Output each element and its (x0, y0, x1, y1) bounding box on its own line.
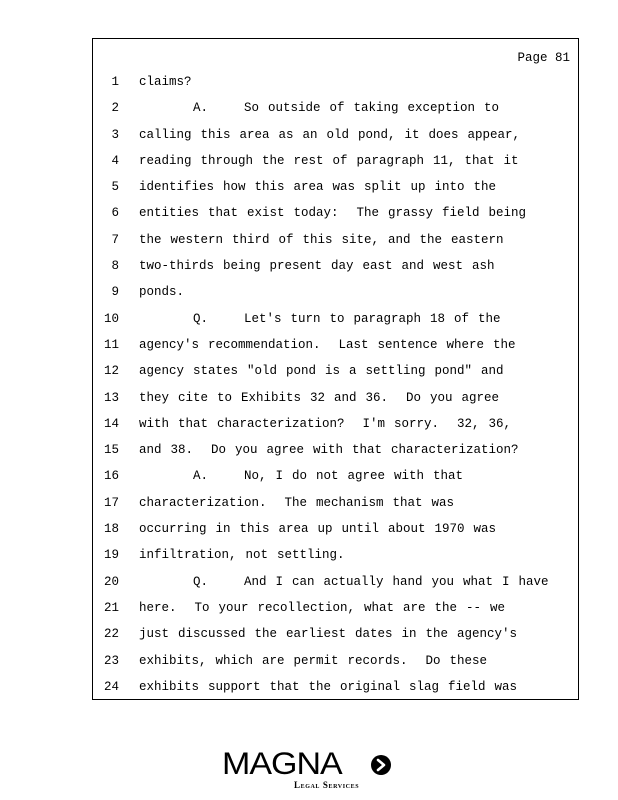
line-number: 8 (111, 259, 119, 274)
line-number: 12 (103, 364, 119, 379)
line-text: and 38. Do you agree with that characterization? (139, 443, 519, 458)
line-text: A. So outside of taking exception to (139, 101, 500, 116)
line-number: 6 (111, 206, 119, 221)
line-number: 18 (103, 522, 119, 537)
line-text: ponds. (139, 285, 185, 300)
line-text: Q. And I can actually hand you what I have (139, 574, 549, 589)
line-text: reading through the rest of paragraph 11, that it (139, 153, 519, 168)
line-number: 14 (103, 416, 119, 431)
transcript-line (93, 388, 578, 414)
line-text: agency's recommendation. Last sentence where the (139, 337, 516, 352)
transcript-line (93, 572, 578, 598)
line-text: infiltration, not settling. (139, 548, 345, 563)
transcript-line (93, 230, 578, 256)
line-text: with that characterization? I'm sorry. 32, 36, (139, 416, 512, 431)
transcript-line (93, 335, 578, 361)
transcript-line (93, 677, 578, 703)
transcript-line (93, 545, 578, 571)
line-number: 10 (103, 311, 119, 326)
transcript-line (93, 177, 578, 203)
transcript-line (93, 309, 578, 335)
line-text: just discussed the earliest dates in the agency's (139, 627, 518, 642)
transcript-line (93, 72, 578, 98)
transcript-lines (93, 72, 578, 703)
line-number: 16 (103, 469, 119, 484)
transcript-line (93, 466, 578, 492)
transcript-line (93, 624, 578, 650)
transcript-line (93, 440, 578, 466)
transcript-line (93, 203, 578, 229)
line-number: 4 (111, 153, 119, 168)
transcript-line (93, 151, 578, 177)
line-number: 22 (103, 627, 119, 642)
line-number: 24 (103, 679, 119, 694)
line-text: Q. Let's turn to paragraph 18 of the (139, 311, 501, 326)
line-text: exhibits, which are permit records. Do these (139, 653, 488, 668)
line-number: 21 (103, 600, 119, 615)
transcript-line (93, 282, 578, 308)
line-number: 11 (103, 337, 119, 352)
transcript-line (93, 493, 578, 519)
transcript-line (93, 519, 578, 545)
line-text: they cite to Exhibits 32 and 36. Do you agree (139, 390, 500, 405)
page-number: Page 81 (517, 51, 570, 65)
transcript-line (93, 598, 578, 624)
transcript-line (93, 125, 578, 151)
line-text: entities that exist today: The grassy field being (139, 206, 527, 221)
transcript-page (92, 38, 579, 700)
line-number: 2 (111, 101, 119, 116)
magna-logo (222, 748, 397, 794)
line-number: 19 (103, 548, 119, 563)
line-text: here. To your recollection, what are the -- we (139, 600, 506, 615)
transcript-line (93, 256, 578, 282)
line-number: 23 (103, 653, 119, 668)
line-text: characterization. The mechanism that was (139, 495, 455, 510)
line-text: two-thirds being present day east and west ash (139, 259, 495, 274)
line-number: 13 (103, 390, 119, 405)
line-number: 17 (103, 495, 119, 510)
line-text: identifies how this area was split up into the (139, 180, 497, 195)
transcript-line (93, 98, 578, 124)
line-number: 9 (111, 285, 119, 300)
line-text: agency states "old pond is a settling pond" and (139, 364, 504, 379)
line-text: claims? (139, 75, 192, 89)
logo-subtext: Legal Services (294, 780, 360, 790)
line-text: calling this area as an old pond, it does appear, (139, 127, 521, 142)
transcript-line (93, 361, 578, 387)
line-number: 3 (111, 127, 119, 142)
line-text: A. No, I do not agree with that (139, 469, 464, 484)
line-number: 1 (111, 75, 119, 89)
chevron-right-circle-icon (370, 754, 392, 776)
line-text: exhibits support that the original slag field was (139, 679, 518, 694)
transcript-line (93, 414, 578, 440)
line-text: occurring in this area up until about 1970 was (139, 522, 497, 537)
logo-wordmark: MAGNA (222, 746, 342, 782)
line-text: the western third of this site, and the eastern (139, 232, 504, 247)
line-number: 15 (103, 443, 119, 458)
line-number: 7 (111, 232, 119, 247)
transcript-line (93, 651, 578, 677)
line-number: 20 (103, 574, 119, 589)
line-number: 5 (111, 180, 119, 195)
